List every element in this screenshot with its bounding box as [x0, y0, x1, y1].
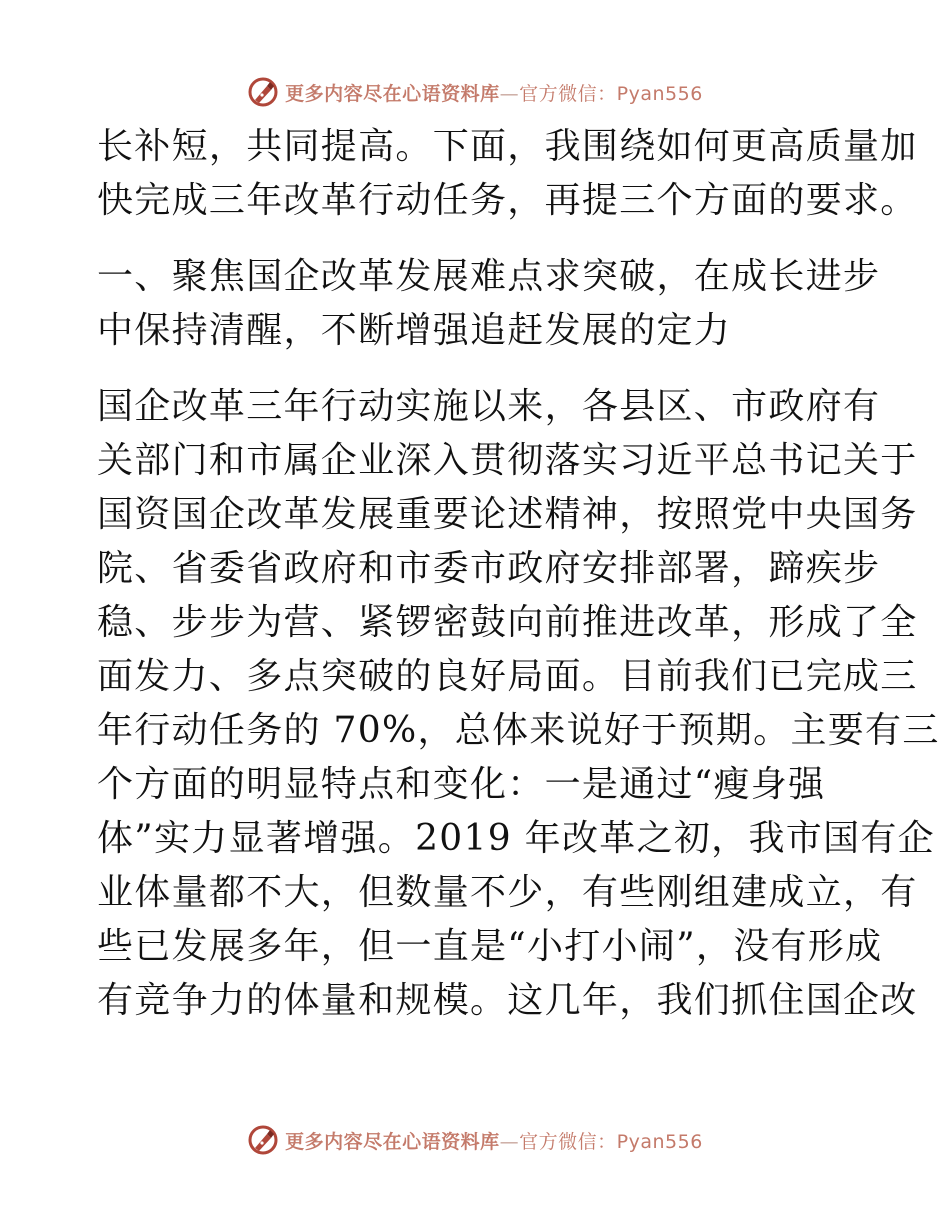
text-line: 业体量都不大，但数量不少，有些刚组建成立，有 [97, 872, 918, 913]
watermark-wechat-text: 官方微信：Pyan556 [519, 1130, 703, 1153]
text-line: 国企改革三年行动实施以来，各县区、市政府有 [97, 386, 881, 427]
text-line: 个方面的明显特点和变化：一是通过“瘦身强 [97, 764, 826, 805]
text-line: 些已发展多年，但一直是“小打小闹”，没有形成 [97, 926, 883, 967]
footer-watermark [0, 1120, 950, 1160]
text-line: 体”实力显著增强。2019 年改革之初，我市国有企 [97, 818, 935, 859]
document-body [97, 120, 940, 1028]
watermark-dash: — [499, 1130, 520, 1153]
watermark-main-text: 更多内容尽在心语资料库 [285, 1130, 500, 1153]
watermark-main-text: 更多内容尽在心语资料库 [285, 82, 500, 105]
text-line: 国资国企改革发展重要论述精神，按照党中央国务 [97, 494, 918, 535]
text-line: 快完成三年改革行动任务，再提三个方面的要求。 [97, 180, 918, 221]
text-line: 有竞争力的体量和规模。这几年，我们抓住国企改 [97, 980, 918, 1021]
paragraph-intro [97, 120, 918, 228]
text-line: 面发力、多点突破的良好局面。目前我们已完成三 [97, 656, 918, 697]
text-line: 年行动任务的 70%，总体来说好于预期。主要有三 [97, 710, 940, 751]
watermark-text [285, 1127, 703, 1154]
pen-nib-circle-icon [247, 76, 279, 108]
section-heading-1 [97, 250, 881, 358]
text-line: 长补短，共同提高。下面，我围绕如何更高质量加 [97, 126, 918, 167]
paragraph-main [97, 380, 940, 1028]
heading-line: 一、聚焦国企改革发展难点求突破，在成长进步 [97, 256, 881, 297]
watermark-dash: — [499, 82, 520, 105]
watermark-text [285, 79, 703, 106]
pen-nib-circle-icon [247, 1124, 279, 1156]
heading-line: 中保持清醒，不断增强追赶发展的定力 [97, 310, 732, 351]
header-watermark [0, 72, 950, 112]
text-line: 关部门和市属企业深入贯彻落实习近平总书记关于 [97, 440, 918, 481]
watermark-wechat-text: 官方微信：Pyan556 [519, 82, 703, 105]
text-line: 稳、步步为营、紧锣密鼓向前推进改革，形成了全 [97, 602, 918, 643]
text-line: 院、省委省政府和市委市政府安排部署，蹄疾步 [97, 548, 881, 589]
